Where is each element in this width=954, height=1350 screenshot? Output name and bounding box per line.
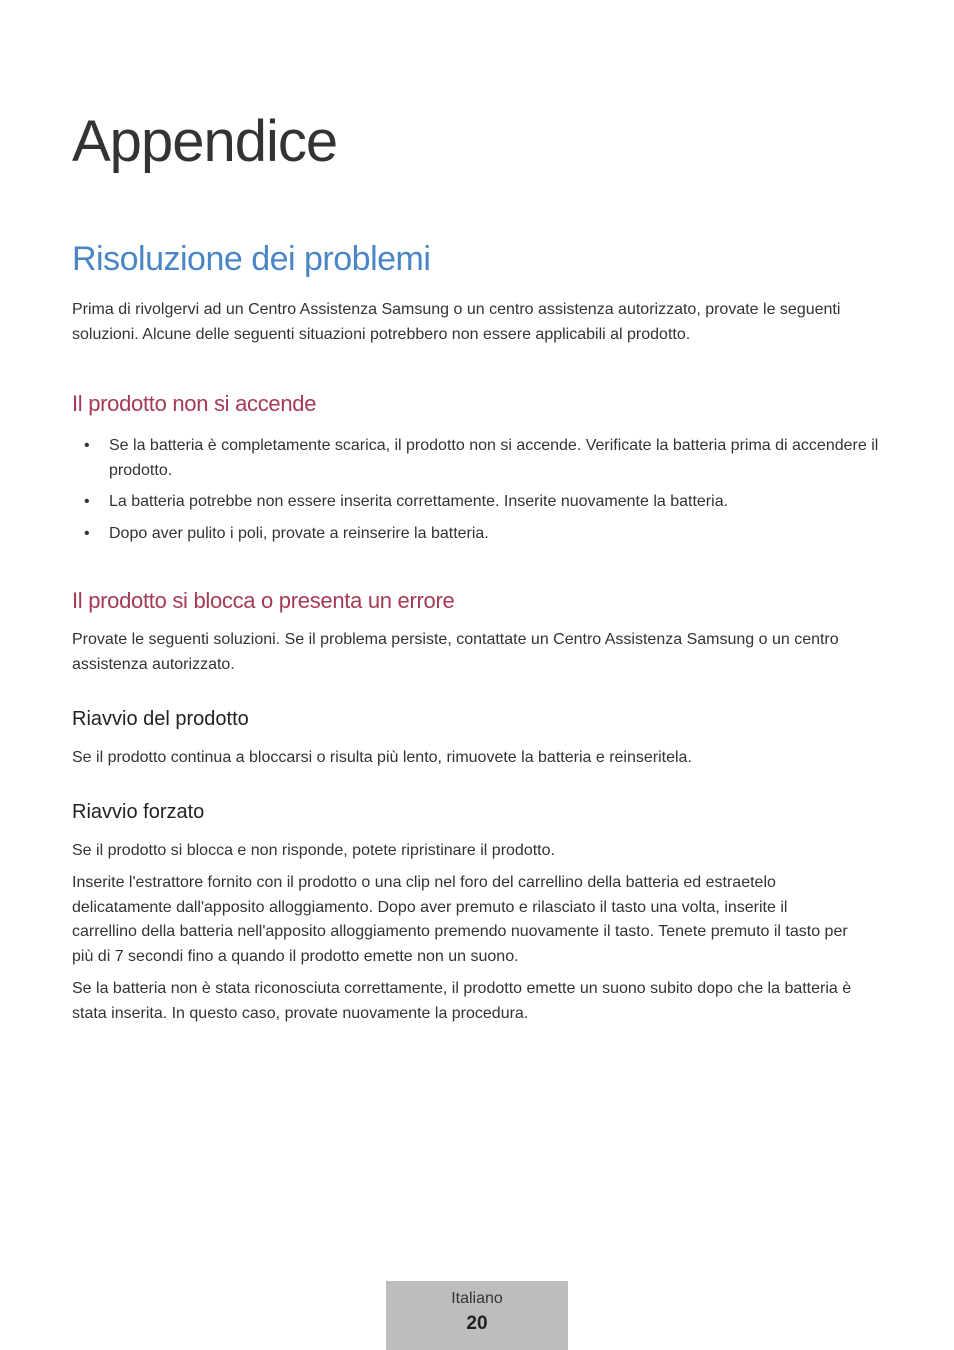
list-item-text: La batteria potrebbe non essere inserita correttamente. Inserite nuovamente la batteria. [109, 493, 729, 511]
footer-language: Italiano [451, 1290, 503, 1307]
bullet-icon: • [84, 437, 90, 454]
power-bullet-list [72, 434, 887, 553]
page-footer [386, 1281, 568, 1350]
force-restart-title: Riavvio forzato [72, 801, 205, 823]
bullet-icon: • [84, 524, 90, 542]
list-item [72, 434, 887, 483]
list-item [72, 522, 887, 547]
restart-title: Riavvio del prodotto [72, 708, 249, 730]
force-restart-p3: Se la batteria non è stata riconosciuta correttamente, il prodotto emette un suono subito dopo che la batteria è stata inserita. In questo caso, provate nuovamente la procedura. [72, 980, 852, 1022]
list-item-text: Dopo aver pulito i poli, provate a reinserire la batteria. [109, 524, 489, 542]
section-intro: Prima di rivolgervi ad un Centro Assistenza Samsung o un centro assistenza autorizzato, provate le seguenti soluzioni. Alcune delle seguenti situazioni potrebbero non essere applicabili al prodotto. [72, 301, 841, 343]
bullet-icon: • [84, 493, 90, 511]
subsection-title-power: Il prodotto non si accende [72, 391, 317, 416]
force-restart-p2: Inserite l'estrattore fornito con il prodotto o una clip nel foro del carrellino della batteria ed estraetelo delicatamente dall'apposito alloggiamento. Dopo aver premuto e rilasciato il tasto una volta, inserite il carrellino della batteria nell'apposito alloggiamento premendo nuovamente il tasto. Tenete premuto il tasto per più di 7 secondi fino a quando il prodotto emette non un suono. [72, 874, 848, 965]
force-restart-p1: Se il prodotto si blocca e non risponde, potete ripristinare il prodotto. [72, 842, 555, 859]
list-item [72, 490, 887, 515]
chapter-title: Appendice [72, 109, 338, 174]
section-title: Risoluzione dei problemi [72, 240, 431, 278]
list-item-text: Se la batteria è completamente scarica, il prodotto non si accende. Verificate la batteria prima di accendere il prodotto. [109, 437, 879, 479]
page-number: 20 [466, 1313, 488, 1334]
subsection-title-freeze: Il prodotto si blocca o presenta un errore [72, 588, 455, 613]
freeze-intro: Provate le seguenti soluzioni. Se il problema persiste, contattate un Centro Assistenza Samsung o un centro assistenza autorizzato. [72, 631, 839, 673]
restart-text: Se il prodotto continua a bloccarsi o risulta più lento, rimuovete la batteria e reinseritela. [72, 749, 692, 766]
